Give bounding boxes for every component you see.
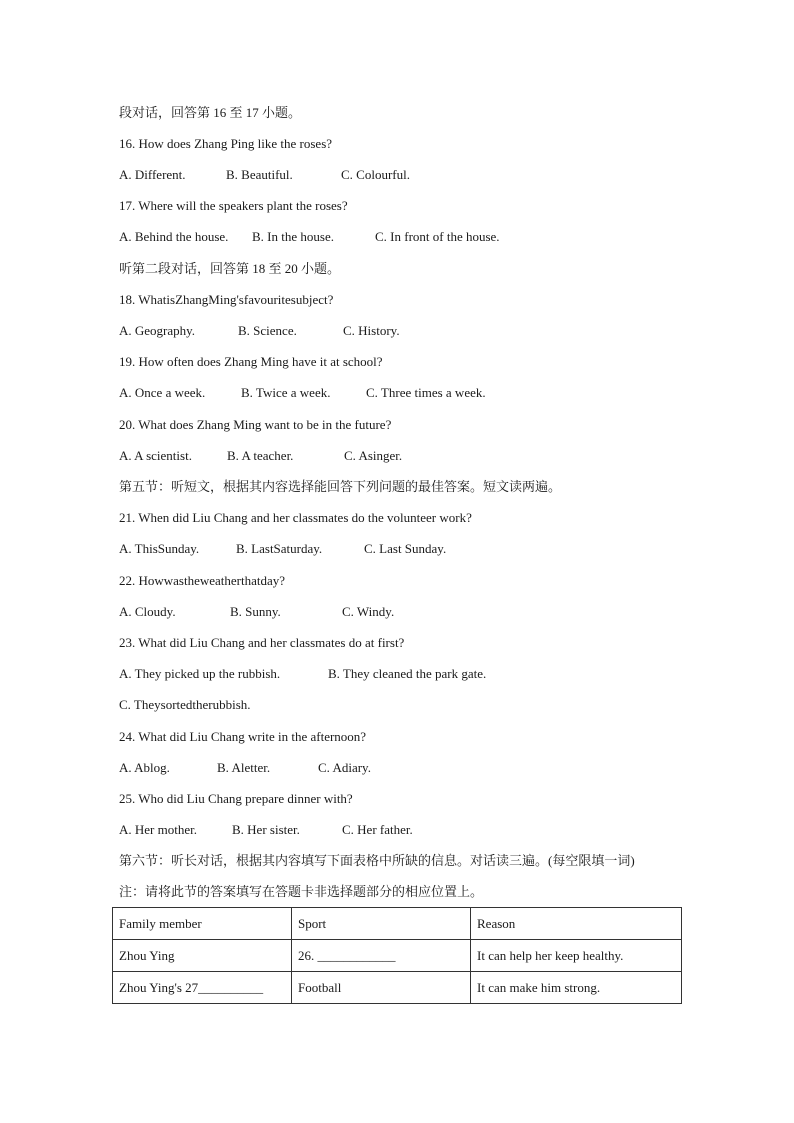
q25-option-a: A. Her mother. bbox=[119, 822, 197, 837]
cell-member: Zhou Ying bbox=[113, 940, 292, 972]
q22-option-a: A. Cloudy. bbox=[119, 604, 176, 619]
question-22: 22. Howwastheweatherthatday? bbox=[119, 573, 286, 588]
q18-option-c: C. History. bbox=[343, 323, 400, 338]
header-reason: Reason bbox=[471, 908, 682, 940]
q19-option-b: B. Twice a week. bbox=[241, 385, 331, 400]
q17-option-b: B. In the house. bbox=[252, 229, 334, 244]
question-18: 18. WhatisZhangMing'sfavouritesubject? bbox=[119, 292, 334, 307]
question-19: 19. How often does Zhang Ming have it at school? bbox=[119, 354, 383, 369]
table-row bbox=[113, 940, 682, 972]
q21-option-b: B. LastSaturday. bbox=[236, 541, 323, 556]
q20-option-b: B. A teacher. bbox=[227, 448, 294, 463]
q22-option-c: C. Windy. bbox=[342, 604, 395, 619]
q20-option-c: C. Asinger. bbox=[344, 448, 403, 463]
question-16: 16. How does Zhang Ping like the roses? bbox=[119, 136, 333, 151]
q20-option-a: A. A scientist. bbox=[119, 448, 192, 463]
q22-option-b: B. Sunny. bbox=[230, 604, 281, 619]
q19-option-c: C. Three times a week. bbox=[366, 385, 486, 400]
cell-reason: It can make him strong. bbox=[471, 972, 682, 1004]
section5-title: 第五节：听短文，根据其内容选择能回答下列问题的最佳答案。短文读两遍。 bbox=[119, 479, 562, 494]
q16-option-a: A. Different. bbox=[119, 167, 186, 182]
q16-option-b: B. Beautiful. bbox=[226, 167, 293, 182]
q19-option-a: A. Once a week. bbox=[119, 385, 206, 400]
header-family-member: Family member bbox=[113, 908, 292, 940]
section6-title: 第六节：听长对话，根据其内容填写下面表格中所缺的信息。对话读三遍。(每空限填一词) bbox=[119, 853, 635, 868]
section-intro-16-17: 段对话，回答第 16 至 17 小题。 bbox=[119, 105, 302, 120]
question-20: 20. What does Zhang Ming want to be in the future? bbox=[119, 417, 392, 432]
cell-sport-blank-26: 26. ____________ bbox=[292, 940, 471, 972]
cell-sport: Football bbox=[292, 972, 471, 1004]
q24-option-a: A. Ablog. bbox=[119, 760, 170, 775]
question-23: 23. What did Liu Chang and her classmates do at first? bbox=[119, 635, 405, 650]
q25-option-c: C. Her father. bbox=[342, 822, 413, 837]
cell-member-blank-27: Zhou Ying's 27__________ bbox=[113, 972, 292, 1004]
q17-option-a: A. Behind the house. bbox=[119, 229, 229, 244]
question-21: 21. When did Liu Chang and her classmates do the volunteer work? bbox=[119, 510, 472, 525]
section-intro-18-20: 听第二段对话，回答第 18 至 20 小题。 bbox=[119, 261, 341, 276]
family-sport-table bbox=[112, 907, 682, 1004]
table-header-row bbox=[113, 908, 682, 940]
section6-note: 注：请将此节的答案填写在答题卡非选择题部分的相应位置上。 bbox=[119, 884, 484, 899]
q24-option-c: C. Adiary. bbox=[318, 760, 371, 775]
q18-option-a: A. Geography. bbox=[119, 323, 196, 338]
q16-option-c: C. Colourful. bbox=[341, 167, 410, 182]
q23-option-b: B. They cleaned the park gate. bbox=[328, 666, 487, 681]
q25-option-b: B. Her sister. bbox=[232, 822, 300, 837]
q21-option-c: C. Last Sunday. bbox=[364, 541, 447, 556]
question-25: 25. Who did Liu Chang prepare dinner with? bbox=[119, 791, 353, 806]
header-sport: Sport bbox=[292, 908, 471, 940]
cell-reason: It can help her keep healthy. bbox=[471, 940, 682, 972]
q23-option-c: C. Theysortedtherubbish. bbox=[119, 697, 251, 712]
question-17: 17. Where will the speakers plant the roses? bbox=[119, 198, 348, 213]
table-row bbox=[113, 972, 682, 1004]
q21-option-a: A. ThisSunday. bbox=[119, 541, 200, 556]
q18-option-b: B. Science. bbox=[238, 323, 297, 338]
q24-option-b: B. Aletter. bbox=[217, 760, 271, 775]
q23-option-a: A. They picked up the rubbish. bbox=[119, 666, 281, 681]
q17-option-c: C. In front of the house. bbox=[375, 229, 500, 244]
question-24: 24. What did Liu Chang write in the afternoon? bbox=[119, 729, 367, 744]
